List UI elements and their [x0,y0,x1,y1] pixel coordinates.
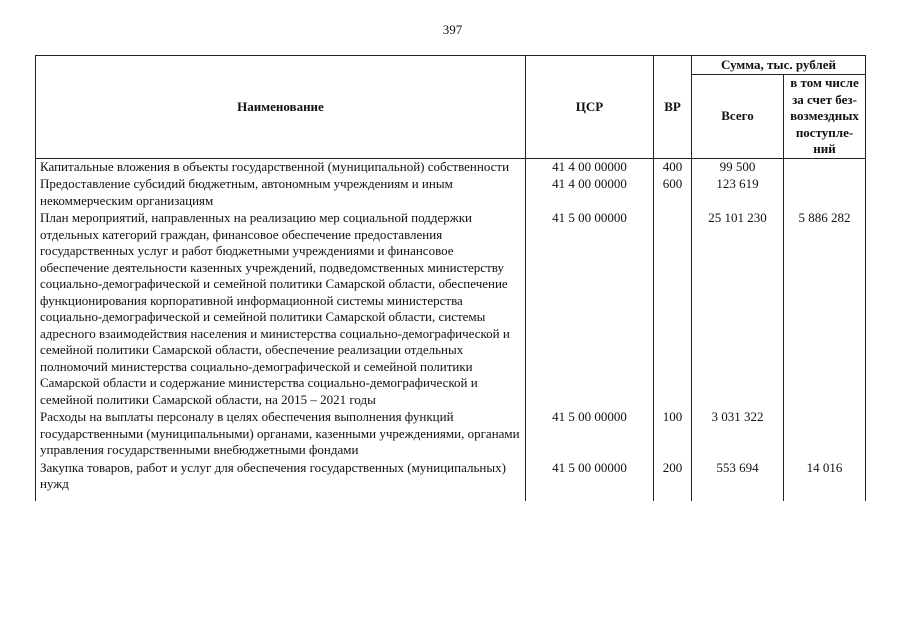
row-csr: 41 4 00 00000 [526,176,654,210]
row-csr: 41 5 00 00000 [526,460,654,501]
row-free: 5 886 282 [784,210,866,409]
row-vr [654,210,692,409]
header-free: в том числе за счет без-возмездных поступле-ний [784,75,866,159]
row-csr: 41 5 00 00000 [526,409,654,460]
row-csr: 41 5 00 00000 [526,210,654,409]
row-name: Капитальные вложения в объекты государственной (муниципальной) собственности [36,158,526,176]
page-number: 397 [442,22,463,37]
header-name: Наименование [36,56,526,159]
row-name: План мероприятий, направленных на реализацию мер социальной поддержки отдельных категорий граждан, финансовое обеспечение предоставления государственных услуг и работ бюджетными учреждениями и финансовое обеспечение деятельности казенных учреждений, подведомственных министерству социально-демографической и семейной политики Самарской области, обеспечение функционирования корпоративной информационной системы министерства социально-демографической и семейной политики Самарской области, системы адресного взаимодействия населения и министерства социально-демографической и семейной политики Самарской области, обеспечение реализации отдельных полномочий министерства социально-демографической и семейной политики Самарской области и содержание министерства социально-демографической и семейной политики Самарской области, на 2015 – 2021 годы [36,210,526,409]
row-free: 14 016 [784,460,866,501]
table-row [36,409,866,460]
table-row [36,176,866,210]
header-vr: ВР [654,56,692,159]
row-vr: 100 [654,409,692,460]
row-vr: 200 [654,460,692,501]
row-total: 99 500 [692,158,784,176]
table-row [36,158,866,176]
row-free [784,176,866,210]
row-name: Закупка товаров, работ и услуг для обеспечения государственных (муниципальных) нужд [36,460,526,501]
row-csr: 41 4 00 00000 [526,158,654,176]
header-total: Всего [692,75,784,159]
table-row [36,460,866,501]
header-sum: Сумма, тыс. рублей [692,56,866,75]
row-name: Расходы на выплаты персоналу в целях обеспечения выполнения функций государственными (муниципальными) органами, казенными учреждениями, органами управления государственными внебюджетными фондами [36,409,526,460]
row-total: 3 031 322 [692,409,784,460]
table-header [36,56,866,159]
row-free [784,158,866,176]
table-row [36,210,866,409]
row-free [784,409,866,460]
row-total: 553 694 [692,460,784,501]
row-name: Предоставление субсидий бюджетным, автономным учреждениям и иным некоммерческим организациям [36,176,526,210]
row-vr: 400 [654,158,692,176]
row-total: 25 101 230 [692,210,784,409]
row-vr: 600 [654,176,692,210]
row-total: 123 619 [692,176,784,210]
budget-table [35,55,866,501]
header-csr: ЦСР [526,56,654,159]
